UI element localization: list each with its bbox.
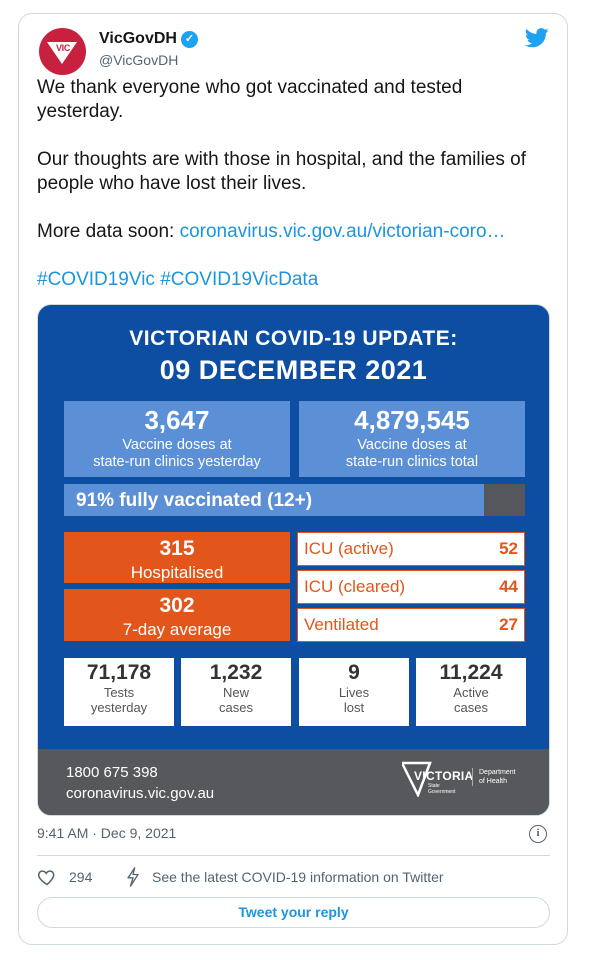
logo-sub xyxy=(428,784,456,795)
stat-value: 9 xyxy=(348,661,360,684)
seven-day-average-panel xyxy=(64,589,290,641)
infographic-date: 09 DECEMBER 2021 xyxy=(159,355,428,385)
tweet-paragraph-1: We thank everyone who got vaccinated and tested yesterday. xyxy=(37,77,463,122)
avatar[interactable] xyxy=(39,28,86,75)
doses-total-label-1: Vaccine doses at xyxy=(357,437,467,453)
tweet-actions xyxy=(37,867,550,889)
footer-phone: 1800 675 398 xyxy=(66,764,158,781)
stat-new-cases xyxy=(181,658,291,726)
tweet-paragraph-2: Our thoughts are with those in hospital, and the families of people who have lost their lives. xyxy=(37,149,526,194)
hashtags xyxy=(37,268,552,292)
avatar-text: VIC xyxy=(55,43,71,53)
fully-vaccinated-bar xyxy=(64,484,525,516)
icu-cleared-label: ICU (cleared) xyxy=(304,577,406,596)
doses-yesterday-value: 3,647 xyxy=(144,405,210,435)
infographic-title: VICTORIAN COVID-19 UPDATE: xyxy=(129,327,458,350)
heart-icon[interactable] xyxy=(37,867,57,887)
footer-url: coronavirus.vic.gov.au xyxy=(66,785,215,802)
tweet-timestamp[interactable]: 9:41 AM · Dec 9, 2021 xyxy=(37,825,177,841)
dept-line-1: Department xyxy=(479,769,516,776)
infographic-footer xyxy=(38,749,549,815)
doses-total-panel xyxy=(299,401,525,477)
stat-value: 71,178 xyxy=(86,661,152,684)
stat-value: 11,224 xyxy=(439,661,503,684)
like-count[interactable]: 294 xyxy=(69,869,93,885)
stat-tests-yesterday xyxy=(64,658,174,726)
verified-badge-icon: ✓ xyxy=(181,31,198,48)
lightning-icon xyxy=(125,867,141,887)
doses-yesterday-label-2: state-run clinics yesterday xyxy=(93,454,261,470)
hashtag-covid19vic[interactable]: #COVID19Vic xyxy=(37,269,155,290)
stat-active-cases xyxy=(416,658,526,726)
stat-label-1: Lives xyxy=(338,685,370,700)
fully-vaccinated-remainder xyxy=(484,484,525,516)
stat-label-1: New xyxy=(222,685,249,700)
stat-value: 1,232 xyxy=(209,661,263,684)
ventilated-row xyxy=(297,608,525,642)
fully-vaccinated-label: 91% fully vaccinated (12+) xyxy=(76,490,313,511)
icu-cleared-row xyxy=(297,570,525,604)
coronavirus-link[interactable]: coronavirus.vic.gov.au/victorian-coro… xyxy=(179,221,506,242)
logo-sub-line-2: Government xyxy=(428,788,456,795)
stat-label-1: Active xyxy=(453,685,489,700)
ventilated-value: 27 xyxy=(499,615,518,634)
doses-total-label-2: state-run clinics total xyxy=(345,454,479,470)
stat-lives-lost xyxy=(299,658,409,726)
hospitalised-value: 315 xyxy=(159,537,195,560)
tweet-paragraph-3 xyxy=(37,220,552,244)
stat-label-2: yesterday xyxy=(90,700,148,715)
dept-line-2: of Health xyxy=(479,778,508,785)
covid-update-infographic[interactable] xyxy=(37,304,550,816)
icu-cleared-value: 44 xyxy=(499,577,518,596)
display-name[interactable]: VicGovDH xyxy=(99,30,177,47)
tweet-card xyxy=(18,13,568,945)
icu-active-label: ICU (active) xyxy=(304,539,394,558)
hashtag-covid19vicdata[interactable]: #COVID19VicData xyxy=(160,269,319,290)
hospitalised-panel xyxy=(64,532,290,583)
stat-label-2: cases xyxy=(454,700,488,715)
stat-label-2: cases xyxy=(219,700,253,715)
seven-day-average-value: 302 xyxy=(159,594,195,617)
user-handle[interactable]: @VicGovDH xyxy=(99,52,179,68)
department-of-health-label xyxy=(472,768,516,786)
tweet-body xyxy=(37,76,552,292)
twitter-bird-icon[interactable] xyxy=(525,28,549,48)
covid-info-link[interactable]: See the latest COVID-19 information on Twitter xyxy=(152,869,444,885)
stat-label-2: lost xyxy=(343,700,365,715)
hospitalised-label: Hospitalised xyxy=(130,563,224,582)
divider xyxy=(37,855,550,856)
ventilated-label: Ventilated xyxy=(304,615,379,634)
more-data-text: More data soon: xyxy=(37,221,180,242)
icu-active-value: 52 xyxy=(499,539,518,558)
icu-active-row xyxy=(297,532,525,566)
stat-label-1: Tests xyxy=(103,685,135,700)
logo-word: VICTORIA xyxy=(414,769,474,783)
victoria-state-government-logo xyxy=(402,761,474,801)
tweet-reply-button[interactable]: Tweet your reply xyxy=(37,897,550,928)
seven-day-average-label: 7-day average xyxy=(122,620,232,639)
logo-sub-line-1: State xyxy=(428,783,440,789)
doses-yesterday-label-1: Vaccine doses at xyxy=(122,437,232,453)
display-name-row[interactable] xyxy=(99,30,198,48)
doses-total-value: 4,879,545 xyxy=(354,405,470,435)
doses-yesterday-panel xyxy=(64,401,290,477)
info-icon[interactable]: i xyxy=(529,825,547,843)
